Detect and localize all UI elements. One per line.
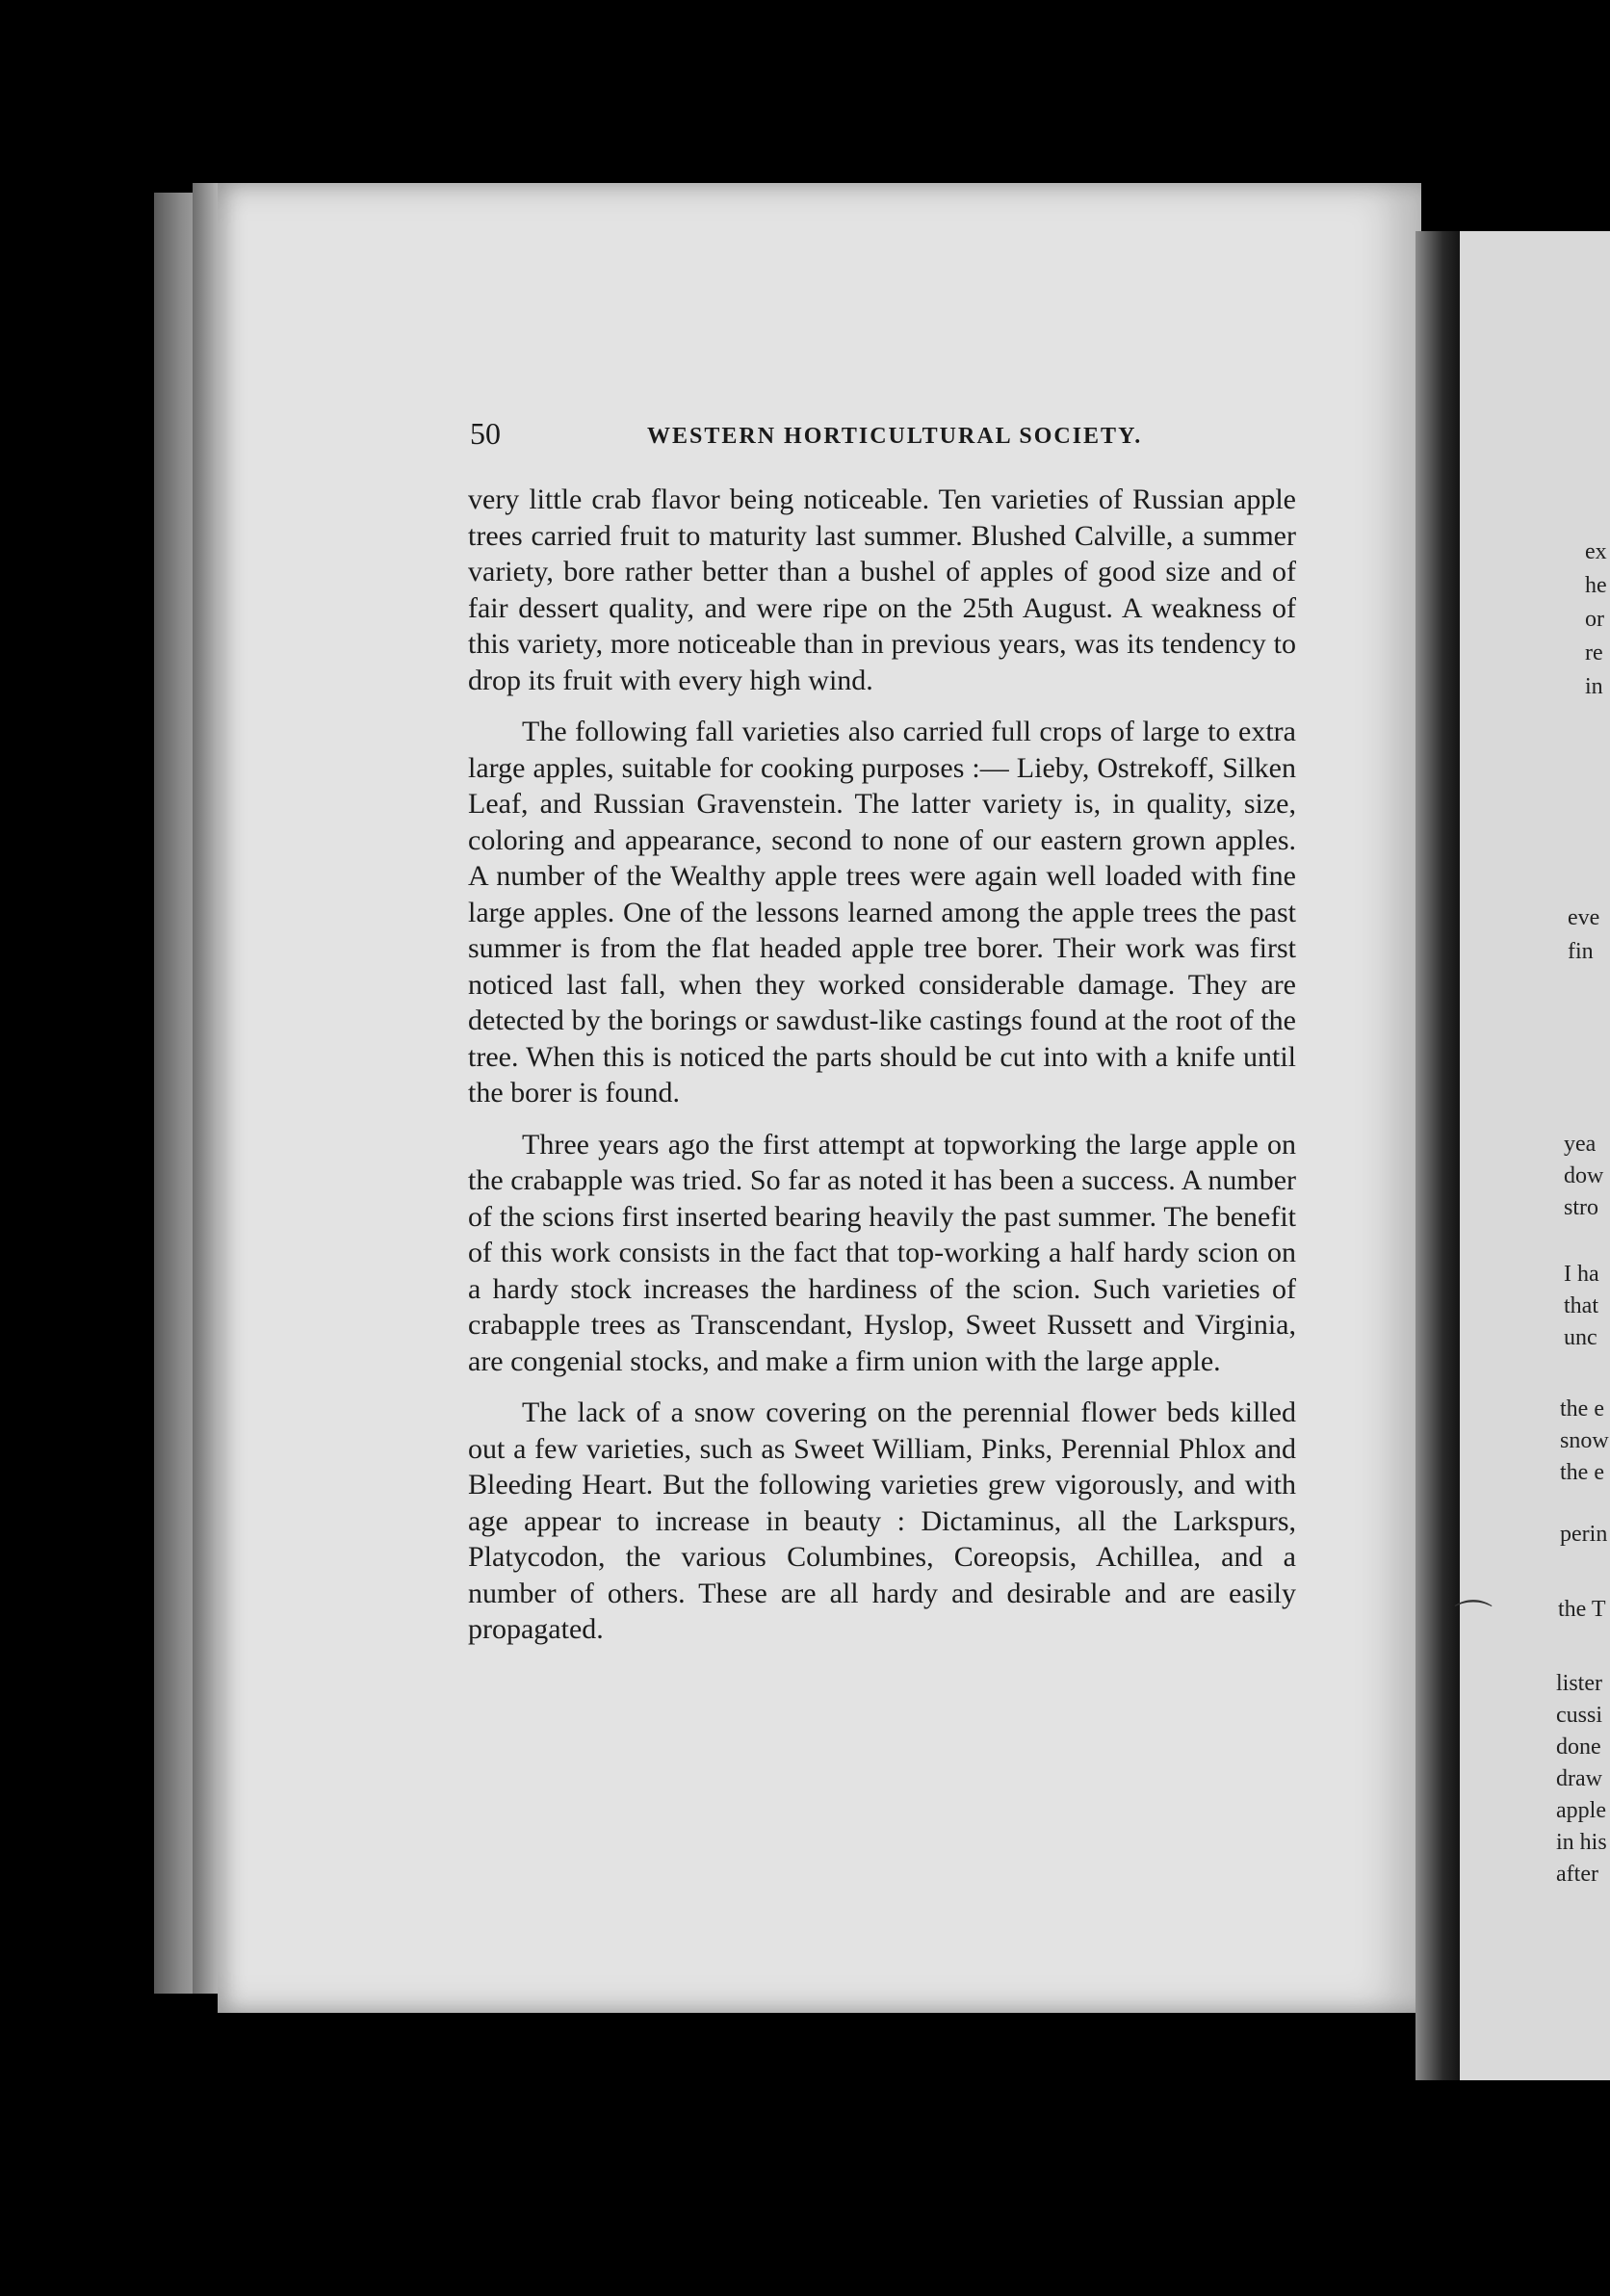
running-head: WESTERN HORTICULTURAL SOCIETY. — [647, 424, 1143, 449]
facing-page-fragment: yea — [1564, 1132, 1597, 1157]
facing-page-fragment: unc — [1564, 1325, 1597, 1350]
paragraph-4: The lack of a snow covering on the perennial flower beds killed out a few varieties, such as Sweet William, Pinks, Perennial Phlox and Bleeding Heart. But the following varieties grew vigorously, and with age appear to increase in beauty : Dictaminus, all the Larkspurs, Platycodon, the various Columbines, Coreopsis, Achillea, and a number of others. These are all hardy and desirable and are easily propagated. — [468, 1396, 1296, 1645]
facing-page-fragment: or — [1585, 607, 1604, 632]
page-header — [470, 416, 1337, 455]
facing-page-fragment: fin — [1568, 939, 1594, 964]
facing-page-fragment: the T — [1558, 1597, 1606, 1622]
book-spine — [1415, 231, 1462, 2080]
page-number: 50 — [470, 416, 501, 451]
facing-page-fragment: cussi — [1556, 1703, 1602, 1728]
facing-page-fragment: in — [1585, 674, 1603, 699]
facing-page — [1460, 231, 1610, 2080]
facing-page-fragment: draw — [1556, 1766, 1602, 1791]
facing-page-fragment: he — [1585, 573, 1607, 598]
facing-page-fragment: apple — [1556, 1798, 1606, 1823]
facing-page-fragment: eve — [1568, 905, 1600, 930]
facing-page-fragment: that — [1564, 1293, 1598, 1318]
facing-page-fragment: done — [1556, 1735, 1601, 1760]
facing-page-fragment: re — [1585, 640, 1603, 665]
facing-page-fragment: lister — [1556, 1671, 1602, 1696]
facing-page-fragment: ex — [1585, 539, 1607, 564]
facing-page-fragment: in his — [1556, 1830, 1607, 1855]
facing-page-fragment: after — [1556, 1862, 1598, 1887]
body-text — [468, 482, 1296, 1663]
facing-page-fragment: dow — [1564, 1163, 1604, 1188]
pencil-mark-icon: ⌒ — [1454, 1598, 1493, 1641]
facing-page-fragment: I ha — [1564, 1262, 1599, 1287]
facing-page-fragment: the e — [1560, 1396, 1604, 1422]
facing-page-fragment: perin — [1560, 1522, 1608, 1547]
facing-page-fragment: stro — [1564, 1195, 1598, 1220]
paragraph-1: very little crab flavor being noticeable. Ten varieties of Russian apple trees carried fruit to maturity last summer. Blushed Calville, a summer variety, bore rather better than a bushel of apples of good size and of fair dessert quality, and were ripe on the 25th August. A weakness of this variety, more noticeable than in previous years, was its tendency to drop its fruit with every high wind. — [468, 483, 1296, 696]
paragraph-2: The following fall varieties also carried full crops of large to extra large apples, suitable for cooking purposes :— Lieby, Ostrekoff, Silken Leaf, and Russian Gravenstein. The latter variety is, in quality, size, coloring and appearance, second to none of our eastern grown apples. A number of the Wealthy apple trees were again well loaded with fine large apples. One of the lessons learned among the apple trees the past summer is from the flat headed apple tree borer. Their work was first noticed last fall, when they worked considerable damage. They are detected by the borings or sawdust-like castings found at the root of the tree. When this is noticed the parts should be cut into with a knife until the borer is found. — [468, 716, 1296, 1109]
paragraph-3: Three years ago the first attempt at topworking the large apple on the crabapple was tried. So far as noted it has been a success. A number of the scions first inserted bearing heavily the past summer. The benefit of this work consists in the fact that top-working a half hardy scion on a hardy stock increases the hardiness of the scion. Such varieties of crabapple trees as Transcendant, Hyslop, Sweet Russett and Virginia, are congenial stocks, and make a firm union with the large apple. — [468, 1128, 1296, 1377]
facing-page-fragment: the e — [1560, 1460, 1604, 1485]
facing-page-fragment: snow — [1560, 1428, 1609, 1453]
